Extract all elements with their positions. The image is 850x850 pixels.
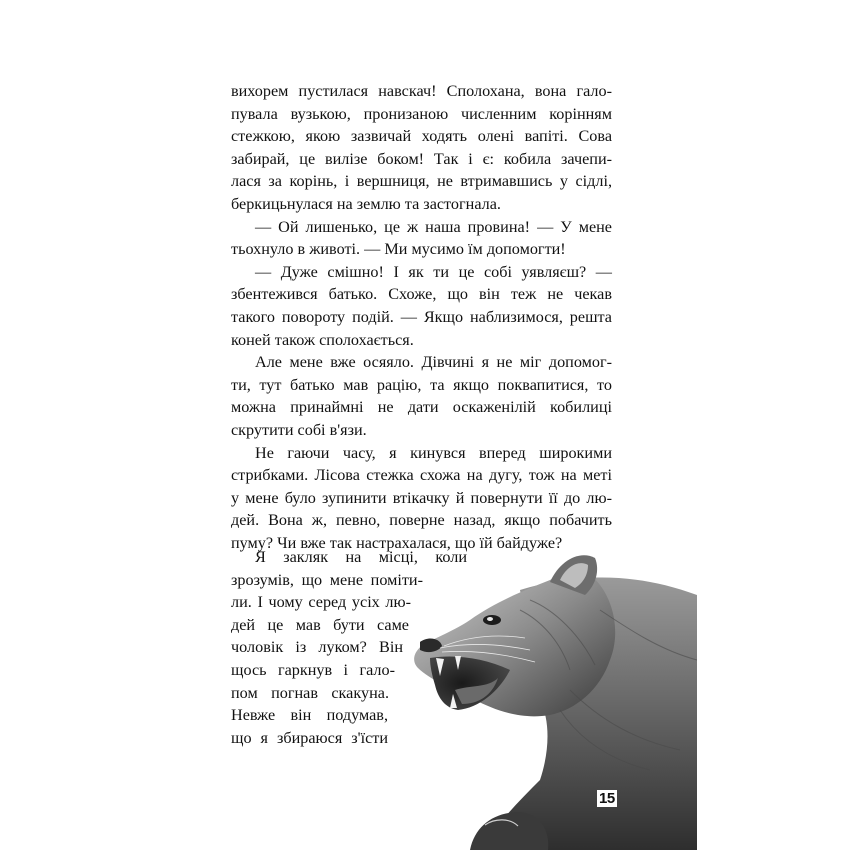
text-line: — Ой лишенько, це ж наша провина! — У мене	[255, 217, 612, 236]
text-line: ти, тут батько мав рацію, та якщо поквапитися, то	[231, 375, 612, 394]
paragraph-2	[231, 216, 612, 261]
text-line: забирай, це вилізе боком! Так і є: кобила зачепи-	[231, 149, 612, 168]
text-line: що я збираюся з'їсти	[231, 728, 388, 747]
text-line: пувала вузькою, пронизаною численним корінням	[231, 104, 612, 123]
page-number: 15	[599, 790, 615, 807]
text-line: такого повороту подій. — Якщо наблизимося, решта	[231, 307, 612, 326]
text-line: беркицьнулася на землю та застогнала.	[231, 194, 501, 213]
text-line: стежкою, якою зазвичай ходять олені вапіті. Сова	[231, 127, 612, 146]
paragraph-1	[231, 80, 612, 216]
text-line: стрибками. Лісова стежка схожа на дугу, тож на меті	[231, 466, 612, 485]
text-line: вихорем пустилася навскач! Сполохана, вона гало-	[231, 82, 612, 100]
wrapped-text	[231, 546, 467, 749]
text-line: тьохнуло в животі. — Ми мусимо їм допомогти!	[231, 240, 566, 259]
text-line: Я закляк на місці, коли	[255, 548, 467, 566]
text-line: Але мене вже осяяло. Дівчині я не міг допомог-	[255, 353, 612, 372]
text-line: лася за корінь, і вершниця, не втримавшись у сідлі,	[231, 172, 612, 191]
text-line: збентежився батько. Схоже, що він теж не чекав	[231, 285, 612, 304]
text-line: можна принаймні не дати оскаженілій кобилиці	[231, 398, 612, 417]
text-line: Невже він подумав,	[231, 706, 388, 725]
text-line: щось гаркнув і гало-	[231, 660, 395, 679]
text-line: дей. Вона ж, певно, поверне назад, якщо побачить	[231, 511, 612, 530]
text-line: чоловік із луком? Він	[231, 638, 403, 657]
text-line: пом погнав скакуна.	[231, 683, 389, 702]
text-line: коней також сполохається.	[231, 330, 414, 349]
paragraph-5	[231, 442, 612, 555]
text-line: Не гаючи часу, я кинувся вперед широкими	[255, 443, 612, 462]
text-line: пуму? Чи вже так настрахалася, що їй байдуже?	[231, 533, 563, 552]
text-line: ли. І чому серед усіх лю-	[231, 593, 411, 612]
paragraph-3	[231, 261, 612, 351]
text-line: скрутити собі в'язи.	[231, 420, 367, 439]
main-text	[231, 80, 612, 554]
text-line: зрозумів, що мене поміти-	[231, 570, 423, 589]
text-line: — Дуже смішно! І як ти це собі уявляєш? —	[255, 262, 612, 281]
text-line: дей це мав бути саме	[231, 615, 409, 634]
paragraph-4	[231, 351, 612, 441]
text-line: у мене було зупинити втікачку й повернути її до лю-	[231, 488, 612, 507]
